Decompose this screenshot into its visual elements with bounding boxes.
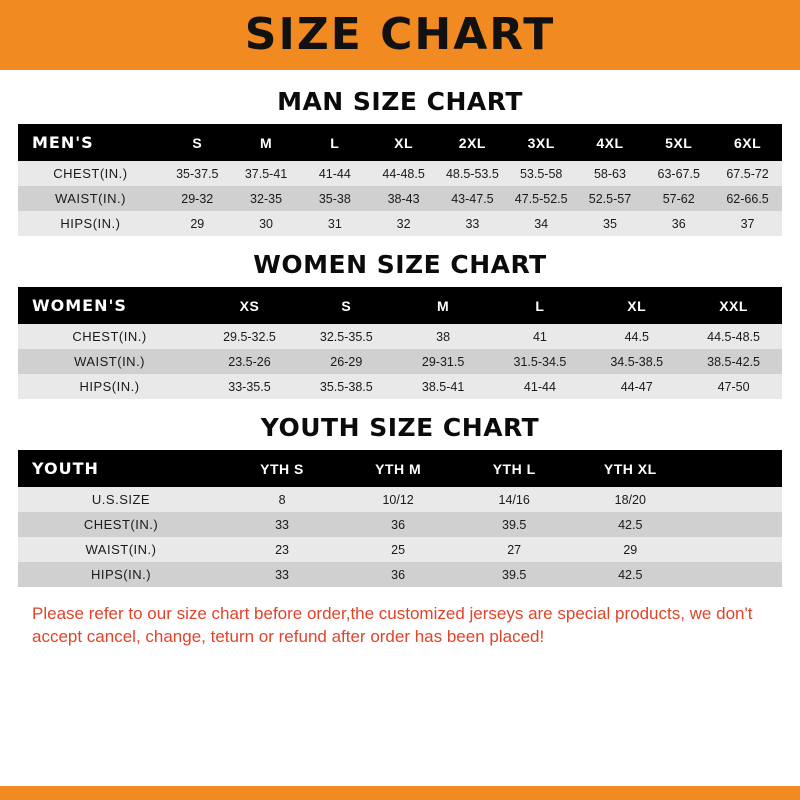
youth-waist-spacer <box>688 537 782 562</box>
youth-hips-s: 33 <box>224 562 340 587</box>
women-col-m: M <box>395 287 492 324</box>
men-waist-l: 35-38 <box>300 186 369 211</box>
men-col-4xl: 4XL <box>576 124 645 161</box>
youth-ussize-xl: 18/20 <box>572 487 688 512</box>
women-col-xs: XS <box>201 287 298 324</box>
women-waist-l: 31.5-34.5 <box>492 349 589 374</box>
youth-col-xl: YTH XL <box>572 450 688 487</box>
youth-hips-m: 36 <box>340 562 456 587</box>
youth-row-header: YOUTH <box>18 450 224 487</box>
men-hips-s: 29 <box>163 211 232 236</box>
men-chest-l: 41-44 <box>300 161 369 186</box>
men-col-s: S <box>163 124 232 161</box>
men-table-body <box>18 161 782 236</box>
table-row <box>18 211 782 236</box>
men-waist-3xl: 47.5-52.5 <box>507 186 576 211</box>
women-chest-xs: 29.5-32.5 <box>201 324 298 349</box>
table-header-row <box>18 450 782 487</box>
men-hips-xl: 32 <box>369 211 438 236</box>
youth-chest-xl: 42.5 <box>572 512 688 537</box>
women-col-s: S <box>298 287 395 324</box>
bottom-accent-bar <box>0 786 800 800</box>
youth-size-table <box>18 450 782 587</box>
men-waist-6xl: 62-66.5 <box>713 186 782 211</box>
youth-hips-label: HIPS(IN.) <box>18 562 224 587</box>
men-chest-s: 35-37.5 <box>163 161 232 186</box>
youth-chest-m: 36 <box>340 512 456 537</box>
women-hips-l: 41-44 <box>492 374 589 399</box>
women-waist-xs: 23.5-26 <box>201 349 298 374</box>
men-waist-5xl: 57-62 <box>644 186 713 211</box>
men-hips-2xl: 33 <box>438 211 507 236</box>
women-hips-xs: 33-35.5 <box>201 374 298 399</box>
youth-hips-l: 39.5 <box>456 562 572 587</box>
table-header-row <box>18 287 782 324</box>
men-col-3xl: 3XL <box>507 124 576 161</box>
youth-waist-s: 23 <box>224 537 340 562</box>
youth-waist-label: WAIST(IN.) <box>18 537 224 562</box>
men-chest-xl: 44-48.5 <box>369 161 438 186</box>
men-chest-4xl: 58-63 <box>576 161 645 186</box>
women-chest-l: 41 <box>492 324 589 349</box>
women-table-body <box>18 324 782 399</box>
women-waist-xxl: 38.5-42.5 <box>685 349 782 374</box>
youth-ussize-spacer <box>688 487 782 512</box>
men-row-header: MEN'S <box>18 124 163 161</box>
women-chest-xxl: 44.5-48.5 <box>685 324 782 349</box>
youth-chest-l: 39.5 <box>456 512 572 537</box>
youth-waist-xl: 29 <box>572 537 688 562</box>
youth-table-head <box>18 450 782 487</box>
women-row-header: WOMEN'S <box>18 287 201 324</box>
table-row <box>18 374 782 399</box>
men-col-2xl: 2XL <box>438 124 507 161</box>
men-waist-4xl: 52.5-57 <box>576 186 645 211</box>
table-row <box>18 512 782 537</box>
men-waist-s: 29-32 <box>163 186 232 211</box>
women-hips-s: 35.5-38.5 <box>298 374 395 399</box>
youth-ussize-s: 8 <box>224 487 340 512</box>
youth-waist-l: 27 <box>456 537 572 562</box>
men-table-head <box>18 124 782 161</box>
table-row <box>18 562 782 587</box>
men-hips-6xl: 37 <box>713 211 782 236</box>
women-waist-xl: 34.5-38.5 <box>588 349 685 374</box>
table-row <box>18 349 782 374</box>
order-policy-note: Please refer to our size chart before order,the customized jerseys are special products, we don't accept cancel, change, teturn or refund after order has been placed! <box>32 604 753 646</box>
table-row <box>18 487 782 512</box>
table-row <box>18 161 782 186</box>
men-hips-3xl: 34 <box>507 211 576 236</box>
women-size-table <box>18 287 782 399</box>
women-section-title: WOMEN SIZE CHART <box>253 250 547 279</box>
women-hips-label: HIPS(IN.) <box>18 374 201 399</box>
women-hips-m: 38.5-41 <box>395 374 492 399</box>
women-table-head <box>18 287 782 324</box>
women-chest-s: 32.5-35.5 <box>298 324 395 349</box>
men-chest-2xl: 48.5-53.5 <box>438 161 507 186</box>
men-col-xl: XL <box>369 124 438 161</box>
women-waist-label: WAIST(IN.) <box>18 349 201 374</box>
men-hips-l: 31 <box>300 211 369 236</box>
table-row <box>18 186 782 211</box>
men-waist-m: 32-35 <box>232 186 301 211</box>
men-waist-label: WAIST(IN.) <box>18 186 163 211</box>
youth-hips-xl: 42.5 <box>572 562 688 587</box>
youth-hips-spacer <box>688 562 782 587</box>
youth-chest-s: 33 <box>224 512 340 537</box>
chart-content <box>0 87 800 649</box>
youth-col-l: YTH L <box>456 450 572 487</box>
youth-waist-m: 25 <box>340 537 456 562</box>
youth-section-title: YOUTH SIZE CHART <box>260 413 540 442</box>
men-chest-label: CHEST(IN.) <box>18 161 163 186</box>
women-waist-m: 29-31.5 <box>395 349 492 374</box>
men-size-table <box>18 124 782 236</box>
youth-chest-label: CHEST(IN.) <box>18 512 224 537</box>
page-title: SIZE CHART <box>244 9 556 60</box>
women-hips-xl: 44-47 <box>588 374 685 399</box>
men-section-title: MAN SIZE CHART <box>277 87 523 116</box>
men-waist-xl: 38-43 <box>369 186 438 211</box>
men-chest-3xl: 53.5-58 <box>507 161 576 186</box>
women-chest-label: CHEST(IN.) <box>18 324 201 349</box>
table-row <box>18 324 782 349</box>
men-col-6xl: 6XL <box>713 124 782 161</box>
men-hips-4xl: 35 <box>576 211 645 236</box>
men-col-l: L <box>300 124 369 161</box>
youth-col-m: YTH M <box>340 450 456 487</box>
men-chest-6xl: 67.5-72 <box>713 161 782 186</box>
youth-ussize-l: 14/16 <box>456 487 572 512</box>
women-col-l: L <box>492 287 589 324</box>
women-hips-xxl: 47-50 <box>685 374 782 399</box>
youth-ussize-m: 10/12 <box>340 487 456 512</box>
women-chest-m: 38 <box>395 324 492 349</box>
youth-col-s: YTH S <box>224 450 340 487</box>
men-chest-m: 37.5-41 <box>232 161 301 186</box>
men-chest-5xl: 63-67.5 <box>644 161 713 186</box>
men-hips-5xl: 36 <box>644 211 713 236</box>
women-col-xl: XL <box>588 287 685 324</box>
women-chest-xl: 44.5 <box>588 324 685 349</box>
youth-chest-spacer <box>688 512 782 537</box>
table-header-row <box>18 124 782 161</box>
women-col-xxl: XXL <box>685 287 782 324</box>
youth-table-body <box>18 487 782 587</box>
page-banner <box>0 0 800 73</box>
men-waist-2xl: 43-47.5 <box>438 186 507 211</box>
men-hips-label: HIPS(IN.) <box>18 211 163 236</box>
table-row <box>18 537 782 562</box>
men-col-m: M <box>232 124 301 161</box>
men-col-5xl: 5XL <box>644 124 713 161</box>
youth-ussize-label: U.S.SIZE <box>18 487 224 512</box>
women-waist-s: 26-29 <box>298 349 395 374</box>
youth-col-spacer <box>688 450 782 487</box>
men-hips-m: 30 <box>232 211 301 236</box>
